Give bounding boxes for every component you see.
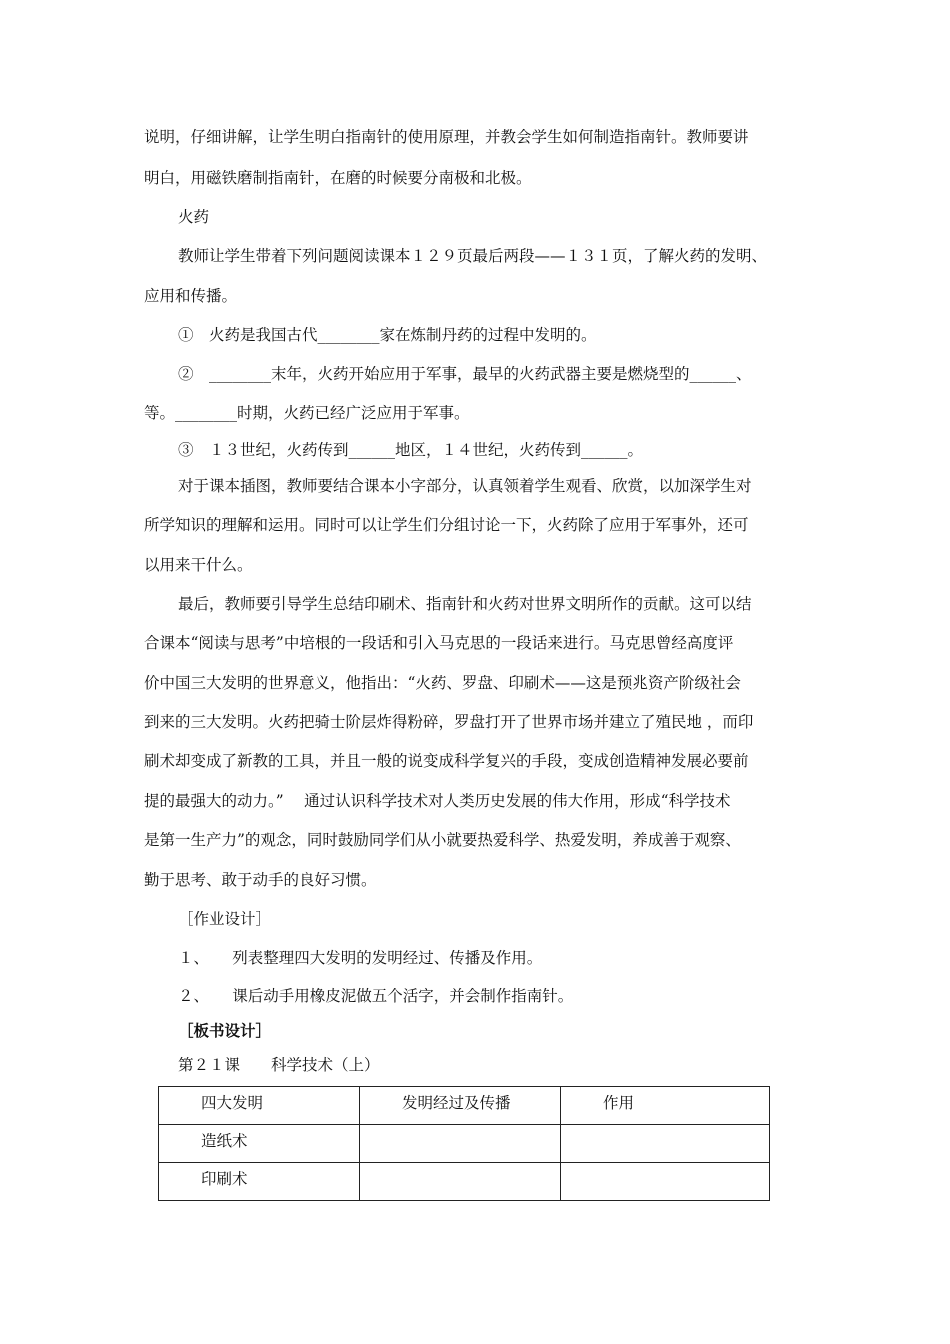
paragraph-line: 应用和传播。 bbox=[144, 287, 238, 305]
paragraph-line: 是第一生产力”的观念，同时鼓励同学们从小就要热爱科学、热爱发明，养成善于观察、 bbox=[144, 831, 741, 849]
table-header-row bbox=[159, 1087, 770, 1125]
homework-heading: ［作业设计］ bbox=[178, 910, 272, 928]
table-cell bbox=[360, 1163, 561, 1201]
board-table bbox=[158, 1086, 770, 1201]
board-design-heading: ［板书设计］ bbox=[178, 1021, 272, 1040]
table-cell bbox=[561, 1125, 770, 1163]
table-cell: 印刷术 bbox=[159, 1163, 360, 1201]
question-item: ① 火药是我国古代________家在炼制丹药的过程中发明的。 bbox=[178, 326, 597, 344]
paragraph-line: 价中国三大发明的世界意义，他指出：“火药、罗盘、印刷术——这是预兆资产阶级社会 bbox=[144, 674, 741, 692]
paragraph-line: 提的最强大的动力。” 通过认识科学技术对人类历史发展的伟大作用，形成“科学技术 bbox=[144, 792, 731, 810]
lesson-title: 第２１课 科学技术（上） bbox=[178, 1056, 380, 1074]
paragraph-line: 刷术却变成了新教的工具，并且一般的说变成科学复兴的手段，变成创造精神发展必要前 bbox=[144, 752, 749, 770]
table-cell: 造纸术 bbox=[159, 1125, 360, 1163]
paragraph-line: 最后，教师要引导学生总结印刷术、指南针和火药对世界文明所作的贡献。这可以结 bbox=[178, 595, 752, 613]
homework-item: ２、 课后动手用橡皮泥做五个活字，并会制作指南针。 bbox=[178, 987, 574, 1005]
paragraph-line: 合课本“阅读与思考”中培根的一段话和引入马克思的一段话来进行。马克思曾经高度评 bbox=[144, 634, 734, 652]
paragraph-line: 教师让学生带着下列问题阅读课本１２９页最后两段——１３１页，了解火药的发明、 bbox=[178, 247, 768, 265]
question-item: ② ________末年，火药开始应用于军事，最早的火药武器主要是燃烧型的______、 bbox=[178, 365, 752, 383]
homework-item: １、 列表整理四大发明的发明经过、传播及作用。 bbox=[178, 949, 543, 967]
table-cell bbox=[561, 1163, 770, 1201]
paragraph-line: 对于课本插图，教师要结合课本小字部分，认真领着学生观看、欣赏，以加深学生对 bbox=[178, 477, 752, 495]
table-row bbox=[159, 1163, 770, 1201]
paragraph-line: 等。________时期，火药已经广泛应用于军事。 bbox=[144, 404, 470, 422]
table-cell bbox=[360, 1125, 561, 1163]
paragraph-line: 说明，仔细讲解，让学生明白指南针的使用原理，并教会学生如何制造指南针。教师要讲 bbox=[144, 128, 749, 146]
question-item: ③ １３世纪，火药传到______地区，１４世纪，火药传到______。 bbox=[178, 441, 644, 459]
table-header-cell: 发明经过及传播 bbox=[360, 1087, 561, 1125]
table-header-cell: 作用 bbox=[561, 1087, 770, 1125]
paragraph-line: 以用来干什么。 bbox=[144, 556, 253, 574]
section-heading: 火药 bbox=[178, 208, 210, 226]
paragraph-line: 到来的三大发明。火药把骑士阶层炸得粉碎，罗盘打开了世界市场并建立了殖民地 ，而印 bbox=[144, 713, 754, 731]
paragraph-line: 所学知识的理解和运用。同时可以让学生们分组讨论一下，火药除了应用于军事外，还可 bbox=[144, 516, 749, 534]
table-row bbox=[159, 1125, 770, 1163]
paragraph-line: 勤于思考、敢于动手的良好习惯。 bbox=[144, 871, 377, 889]
paragraph-line: 明白，用磁铁磨制指南针，在磨的时候要分南极和北极。 bbox=[144, 169, 532, 187]
table-header-cell: 四大发明 bbox=[159, 1087, 360, 1125]
